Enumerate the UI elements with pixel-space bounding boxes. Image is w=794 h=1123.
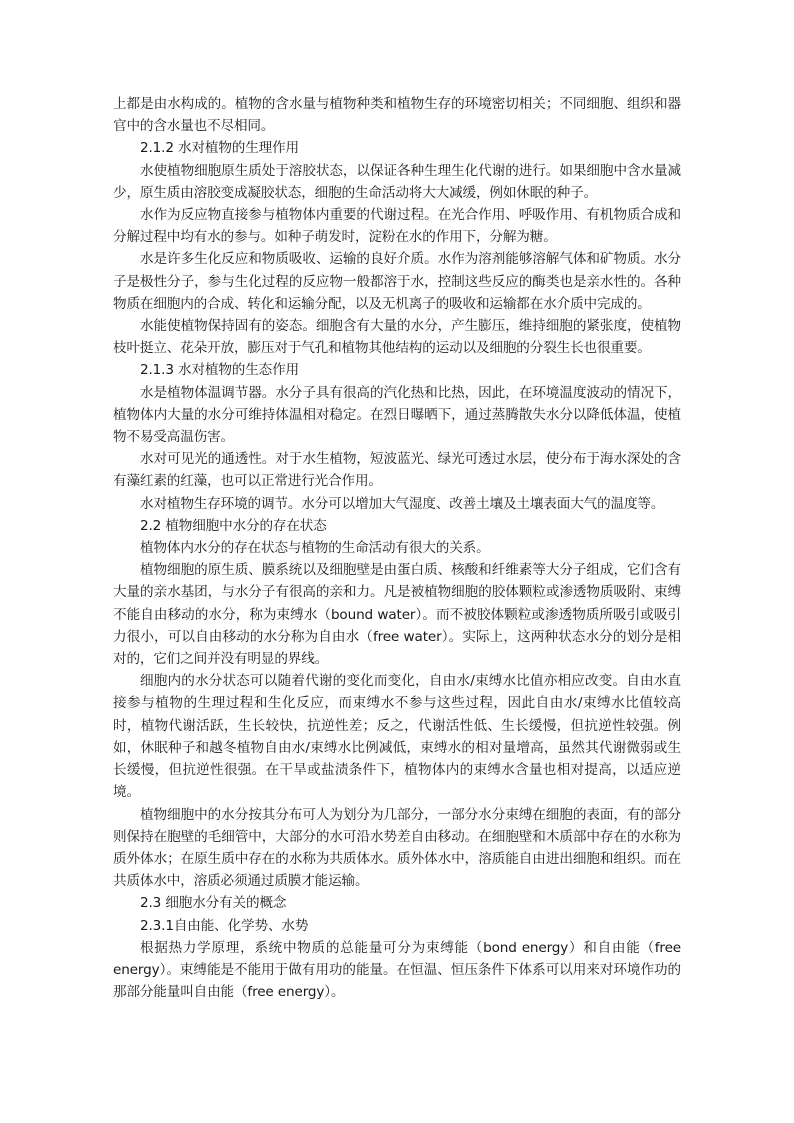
paragraph: 植物细胞中的水分按其分布可人为划分为几部分，一部分水分束缚在细胞的表面，有的部分则保持在胞壁的毛细管中，大部分的水可沿水势差自由移动。在细胞壁和木质部中存在的水称为质外体水；在原生质中存在的水称为共质体水。质外体水中，溶质能自由进出细胞和组织。而在共质体水中，溶质必须通过质膜才能运输。 [113,806,681,890]
paragraph: 细胞内的水分状态可以随着代谢的变化而变化，自由水/束缚水比值亦相应改变。自由水直接参与植物的生理过程和生化反应，而束缚水不参与这些过程，因此自由水/束缚水比值较高时，植物代谢活跃，生长较快，抗逆性差；反之，代谢活性低、生长缓慢，但抗逆性较强。例如，休眠种子和越冬植物自由水/束缚水比例减低，束缚水的相对量增高，虽然其代谢微弱或生长缓慢，但抗逆性很强。在干旱或盐渍条件下，植物体内的束缚水含量也相对提高，以适应逆境。 [113,673,681,801]
paragraph: 水使植物细胞原生质处于溶胶状态，以保证各种生理生化代谢的进行。如果细胞中含水量减少，原生质由溶胶变成凝胶状态，细胞的生命活动将大大减缓，例如休眠的种子。 [113,162,681,201]
section-heading: 2.3.1自由能、化学势、水势 [140,917,309,934]
section-heading: 2.1.3 水对植物的生态作用 [140,362,300,379]
paragraph: 植物体内水分的存在状态与植物的生命活动有很大的关系。 [140,540,490,557]
section-heading: 2.3 细胞水分有关的概念 [140,895,287,912]
paragraph: 根据热力学原理，系统中物质的总能量可分为束缚能（bond energy）和自由能（free energy）。束缚能是不能用于做有用功的能量。在恒温、恒压条件下体系可以用来对环境作功的那部分能量叫自由能（free energy）。 [113,939,681,1001]
document-body [113,93,681,1003]
paragraph: 水作为反应物直接参与植物体内重要的代谢过程。在光合作用、呼吸作用、有机物质合成和分解过程中均有水的参与。如种子萌发时，淀粉在水的作用下，分解为糖。 [113,207,681,246]
paragraph: 上都是由水构成的。植物的含水量与植物种类和植物生存的环境密切相关；不同细胞、组织和器官中的含水量也不尽相同。 [113,96,681,135]
paragraph: 水是植物体温调节器。水分子具有很高的汽化热和比热，因此，在环境温度波动的情况下，植物体内大量的水分可维持体温相对稳定。在烈日曝晒下，通过蒸腾散失水分以降低体温，使植物不易受高温伤害。 [113,384,681,446]
section-heading: 2.2 植物细胞中水分的存在状态 [140,517,327,534]
paragraph: 植物细胞的原生质、膜系统以及细胞壁是由蛋白质、核酸和纤维素等大分子组成，它们含有大量的亲水基团，与水分子有很高的亲和力。凡是被植物细胞的胶体颗粒或渗透物质吸附、束缚不能自由移动的水分，称为束缚水（bound water）。而不被胶体颗粒或渗透物质所吸引或吸引力很小，可以自由移动的水分称为自由水（free water）。实际上，这两种状态水分的划分是相对的，它们之间并没有明显的界线。 [113,562,681,668]
paragraph: 水对可见光的通透性。对于水生植物，短波蓝光、绿光可透过水层，使分布于海水深处的含有藻红素的红藻，也可以正常进行光合作用。 [113,451,681,490]
paragraph: 水是许多生化反应和物质吸收、运输的良好介质。水作为溶剂能够溶解气体和矿物质。水分子是极性分子，参与生化过程的反应物一般都溶于水，控制这些反应的酶类也是亲水性的。各种物质在细胞内的合成、转化和运输分配，以及无机离子的吸收和运输都在水介质中完成的。 [113,251,681,312]
paragraph: 水能使植物保持固有的姿态。细胞含有大量的水分，产生膨压，维持细胞的紧张度，使植物枝叶挺立、花朵开放，膨压对于气孔和植物其他结构的运动以及细胞的分裂生长也很重要。 [113,318,681,357]
section-heading: 2.1.2 水对植物的生理作用 [140,140,300,157]
paragraph: 水对植物生存环境的调节。水分可以增加大气湿度、改善土壤及土壤表面大气的温度等。 [140,495,665,512]
